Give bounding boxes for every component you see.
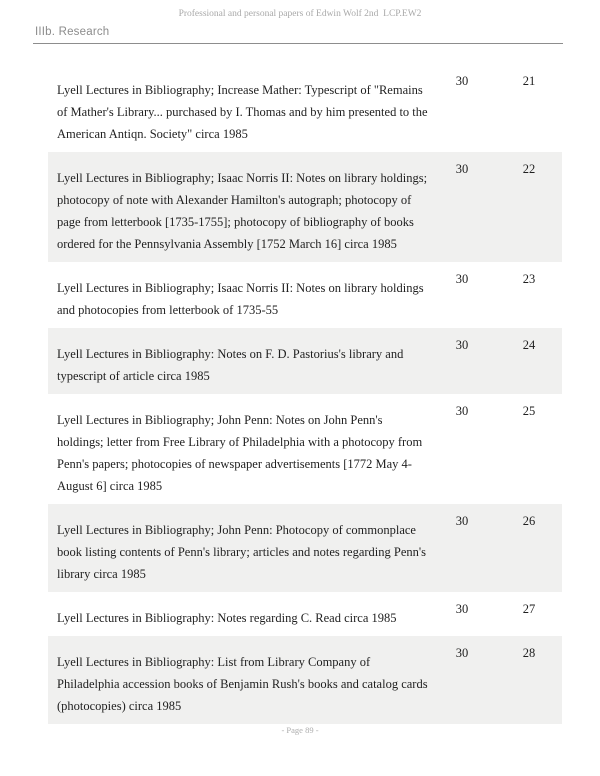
entry-box-number: 30 [455, 162, 469, 176]
entries-table [48, 64, 562, 724]
entry-description: Lyell Lectures in Bibliography; Isaac Norris II: Notes on library holdings; photocopy of note with Alexander Hamilton's autograph; photocopy of page from letterbook [1735-1755]; photocopy of bibliography of books ordered for the Pennsylvania Assembly [1752 March 16] circa 1985 [57, 171, 428, 251]
table-row [48, 394, 562, 504]
entry-box-number: 30 [455, 74, 469, 88]
entry-folder-number: 26 [522, 514, 536, 528]
entry-box-number: 30 [455, 514, 469, 528]
entry-folder-number: 27 [522, 602, 536, 616]
entry-description: Lyell Lectures in Bibliography: List from Library Company of Philadelphia accession books of Benjamin Rush's books and catalog cards (photocopies) circa 1985 [57, 655, 428, 713]
table-row [48, 592, 562, 636]
entry-description: Lyell Lectures in Bibliography; Isaac Norris II: Notes on library holdings and photocopies from letterbook of 1735-55 [57, 281, 424, 317]
section-label: IIIb. Research [35, 26, 110, 38]
table-row [48, 262, 562, 328]
entry-description: Lyell Lectures in Bibliography: Notes on F. D. Pastorius's library and typescript of article circa 1985 [57, 347, 404, 383]
entry-folder-number: 25 [522, 404, 536, 418]
table-row [48, 64, 562, 152]
entry-box-number: 30 [455, 602, 469, 616]
entry-description: Lyell Lectures in Bibliography; Increase Mather: Typescript of "Remains of Mather's Library... purchased by I. Thomas and by him presented to the American Antiqn. Society" circa 1985 [57, 83, 428, 141]
entry-box-number: 30 [455, 272, 469, 286]
document-header-title: Professional and personal papers of Edwin Wolf 2nd LCP.EW2 [178, 9, 422, 19]
entry-box-number: 30 [455, 404, 469, 418]
table-row [48, 152, 562, 262]
entry-description: Lyell Lectures in Bibliography: Notes regarding C. Read circa 1985 [57, 611, 397, 625]
table-row [48, 636, 562, 724]
table-row [48, 328, 562, 394]
page-number: - Page 89 - [281, 725, 319, 735]
entry-box-number: 30 [455, 646, 469, 660]
entry-description: Lyell Lectures in Bibliography; John Penn: Notes on John Penn's holdings; letter from Free Library of Philadelphia with a photocopy from Penn's papers; photocopies of newspaper advertisements [1772 May 4-August 6] circa 1985 [57, 413, 423, 493]
entry-folder-number: 24 [522, 338, 536, 352]
entry-description: Lyell Lectures in Bibliography; John Penn: Photocopy of commonplace book listing contents of Penn's library; articles and notes regarding Penn's library circa 1985 [57, 523, 427, 581]
entry-folder-number: 22 [522, 162, 536, 176]
entry-box-number: 30 [455, 338, 469, 352]
entry-folder-number: 21 [522, 74, 536, 88]
header-rule [33, 43, 563, 44]
table-row [48, 504, 562, 592]
entry-folder-number: 28 [522, 646, 536, 660]
entry-folder-number: 23 [522, 272, 536, 286]
